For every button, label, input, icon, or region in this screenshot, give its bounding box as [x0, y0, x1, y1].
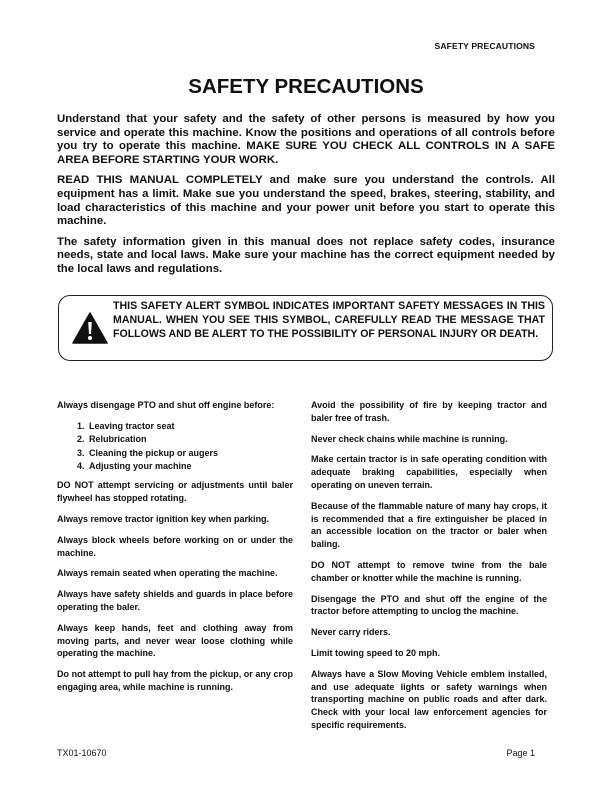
intro-paragraph: READ THIS MANUAL COMPLETELY and make sure you understand the controls. All equipment has a limit. Make sue you understand the speed, brakes, steering, stability, and load characteristics of this machine and your power unit before you start to operate this machine.	[57, 174, 555, 228]
precaution-item: Always disengage PTO and shut off engine before:	[57, 400, 275, 410]
precaution-item: Limit towing speed to 20 mph.	[311, 647, 441, 658]
numbered-list	[57, 420, 293, 474]
warning-triangle-icon	[72, 312, 108, 344]
right-column	[311, 399, 547, 740]
intro-paragraph: The safety information given in this manual does not replace safety codes, insurance needs, state and local laws. Make sure your machine has the correct equipment needed by the local laws and regulations.	[57, 235, 555, 275]
precaution-item: Always block wheels before working on or under the machine.	[57, 534, 293, 558]
precaution-item: Because of the flammable nature of many hay crops, it is recommended that a fire extinguisher be placed in an accessible location on the tractor or baler when baling.	[311, 500, 547, 550]
precaution-item: Disengage the PTO and shut off the engine of the tractor before attempting to unclog the machine.	[311, 593, 547, 617]
list-item: 4. Adjusting your machine	[87, 460, 293, 473]
precaution-item: Always keep hands, feet and clothing away from moving parts, and never wear loose clothing while operating the machine.	[57, 622, 293, 659]
safety-alert-text: THIS SAFETY ALERT SYMBOL INDICATES IMPORTANT SAFETY MESSAGES IN THIS MANUAL. WHEN YOU SEE THIS SYMBOL, CAREFULLY READ THE MESSAGE THAT FOLLOWS AND BE ALERT TO THE POSSIBILITY OF PERSONAL INJURY OR DEATH.	[113, 300, 545, 340]
intro-paragraph: Understand that your safety and the safety of other persons is measured by how you service and operate this machine. Know the positions and operations of all controls before you try to operate this machine. MAKE SURE YOU CHECK ALL CONTROLS IN A SAFE AREA BEFORE STARTING YOUR WORK.	[57, 113, 555, 166]
precaution-item: Always remove tractor ignition key when parking.	[57, 514, 270, 525]
precaution-item: DO NOT attempt to remove twine from the bale chamber or knotter while the machine is running.	[311, 559, 547, 583]
running-header: SAFETY PRECAUTIONS	[434, 41, 535, 51]
precaution-item: Always remain seated when operating the machine.	[57, 568, 278, 579]
document-number: TX01-10670	[57, 748, 107, 758]
precaution-item: Do not attempt to pull hay from the pickup, or any crop engaging area, while machine is running.	[57, 669, 293, 692]
page-number: Page 1	[506, 748, 535, 758]
precaution-item: DO NOT attempt servicing or adjustments until baler flywheel has stopped rotating.	[57, 480, 293, 504]
precaution-item: Always have safety shields and guards in place before operating the baler.	[57, 589, 293, 612]
precaution-item: Avoid the possibility of fire by keeping tractor and baler free of trash.	[311, 400, 547, 423]
precaution-item: Always have a Slow Moving Vehicle emblem installed, and use adequate lights or safety warnings when transporting machine on public roads and after dark. Check with your local law enforcement agencies for specific requirements.	[311, 668, 547, 730]
list-item: 2. Relubrication	[87, 433, 293, 446]
list-item: 1. Leaving tractor seat	[87, 420, 293, 433]
precaution-item: Never check chains while machine is running.	[311, 433, 508, 444]
safety-alert-box	[58, 295, 553, 361]
list-item: 3. Cleaning the pickup or augers	[87, 447, 293, 460]
intro-section	[57, 113, 555, 284]
page-title: SAFETY PRECAUTIONS	[188, 75, 424, 98]
precaution-item: Make certain tractor is in safe operating condition with adequate braking capabilities, especially when operating on uneven terrain.	[311, 454, 547, 490]
precaution-item: Never carry riders.	[311, 627, 391, 638]
left-column	[57, 399, 293, 702]
